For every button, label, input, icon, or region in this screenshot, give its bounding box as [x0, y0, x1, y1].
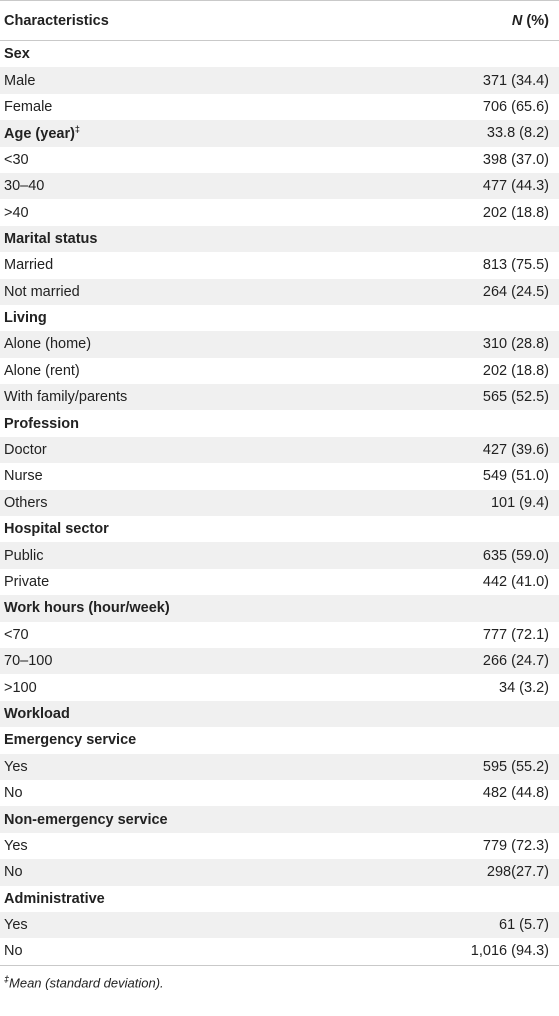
section-row — [0, 886, 559, 912]
row-value: 310 (28.8) — [482, 336, 549, 353]
table-row — [0, 780, 559, 806]
section-row — [0, 595, 559, 621]
row-value: 33.8 (8.2) — [486, 125, 549, 142]
row-value: 398 (37.0) — [482, 151, 549, 168]
row-label: With family/parents — [4, 389, 128, 406]
table-row — [0, 490, 559, 516]
section-row — [0, 516, 559, 542]
row-label: Male — [4, 72, 36, 89]
row-value: 482 (44.8) — [482, 785, 549, 802]
section-row — [0, 701, 559, 727]
row-label: Workload — [4, 705, 70, 722]
table-footnote: ‡Mean (standard deviation). — [4, 973, 164, 990]
header-n-percent: N (%) — [511, 12, 549, 29]
row-label: >40 — [4, 204, 29, 221]
row-label: Doctor — [4, 442, 47, 459]
row-label: Living — [4, 310, 47, 327]
section-row — [0, 120, 559, 146]
table-row — [0, 147, 559, 173]
row-label: Public — [4, 547, 44, 564]
table-row — [0, 622, 559, 648]
row-label: Hospital sector — [4, 521, 109, 538]
table-row — [0, 384, 559, 410]
header-characteristics: Characteristics — [4, 12, 109, 29]
table-row — [0, 279, 559, 305]
table-row — [0, 912, 559, 938]
row-label: Alone (rent) — [4, 362, 80, 379]
row-value: 549 (51.0) — [482, 468, 549, 485]
section-row — [0, 806, 559, 832]
table-row — [0, 463, 559, 489]
table-row — [0, 67, 559, 93]
row-label: Age (year) — [4, 126, 75, 143]
row-label: Sex — [4, 46, 30, 63]
table-row — [0, 859, 559, 885]
row-value: 202 (18.8) — [482, 204, 549, 221]
row-label: Emergency service — [4, 732, 137, 749]
section-row — [0, 41, 559, 67]
table-row — [0, 173, 559, 199]
table-row — [0, 542, 559, 568]
footnote-mark: ‡ — [74, 124, 80, 135]
row-label: Private — [4, 574, 50, 590]
row-label: Nurse — [4, 468, 43, 485]
row-label: Female — [4, 98, 53, 115]
row-label: Yes — [4, 758, 28, 775]
row-label: Non-emergency service — [4, 811, 168, 828]
row-label: Others — [4, 494, 48, 511]
table-header — [0, 0, 559, 41]
row-value: 427 (39.6) — [482, 442, 549, 459]
row-label-wrap — [4, 124, 80, 142]
table-row — [0, 754, 559, 780]
table-row — [0, 358, 559, 384]
section-row — [0, 305, 559, 331]
table-row — [0, 648, 559, 674]
row-label: >100 — [4, 679, 37, 696]
row-value: 706 (65.6) — [482, 98, 549, 115]
table-row — [0, 252, 559, 278]
row-value: 264 (24.5) — [482, 283, 549, 300]
row-label: 30–40 — [4, 178, 45, 195]
row-label: Administrative — [4, 890, 105, 907]
table-body — [0, 41, 559, 966]
row-label: Alone (home) — [4, 336, 92, 353]
row-label: <30 — [4, 151, 29, 168]
table-row — [0, 437, 559, 463]
table-row — [0, 331, 559, 357]
row-value: 442 (41.0) — [482, 574, 549, 590]
row-value: 1,016 (94.3) — [470, 943, 549, 960]
row-label: Work hours (hour/week) — [4, 600, 170, 617]
row-label: No — [4, 864, 23, 881]
row-value: 565 (52.5) — [482, 389, 549, 406]
section-row — [0, 226, 559, 252]
row-value: 635 (59.0) — [482, 547, 549, 564]
row-label: Married — [4, 257, 54, 274]
section-row — [0, 410, 559, 436]
table-row — [0, 938, 559, 964]
table-row — [0, 94, 559, 120]
row-value: 371 (34.4) — [482, 72, 549, 89]
row-label: <70 — [4, 626, 29, 643]
row-label: Yes — [4, 917, 28, 934]
row-value: 477 (44.3) — [482, 178, 549, 195]
row-value: 266 (24.7) — [482, 653, 549, 670]
row-value: 61 (5.7) — [499, 917, 549, 934]
table-row — [0, 674, 559, 700]
row-label: Yes — [4, 837, 28, 854]
row-value: 202 (18.8) — [482, 362, 549, 379]
table-row — [0, 199, 559, 225]
row-label: Marital status — [4, 230, 98, 247]
row-label: Not married — [4, 283, 80, 300]
row-label: Profession — [4, 415, 79, 432]
row-value: 777 (72.1) — [482, 626, 549, 643]
row-value: 813 (75.5) — [482, 257, 549, 274]
row-value: 298(27.7) — [486, 864, 549, 881]
row-value: 779 (72.3) — [482, 837, 549, 854]
section-row — [0, 727, 559, 753]
row-label: No — [4, 785, 23, 802]
row-label: 70–100 — [4, 653, 53, 670]
row-value: 101 (9.4) — [490, 494, 549, 511]
row-value: 34 (3.2) — [499, 679, 549, 696]
table-row — [0, 569, 559, 595]
table-row — [0, 833, 559, 859]
row-value: 595 (55.2) — [482, 758, 549, 775]
row-label: No — [4, 943, 23, 960]
